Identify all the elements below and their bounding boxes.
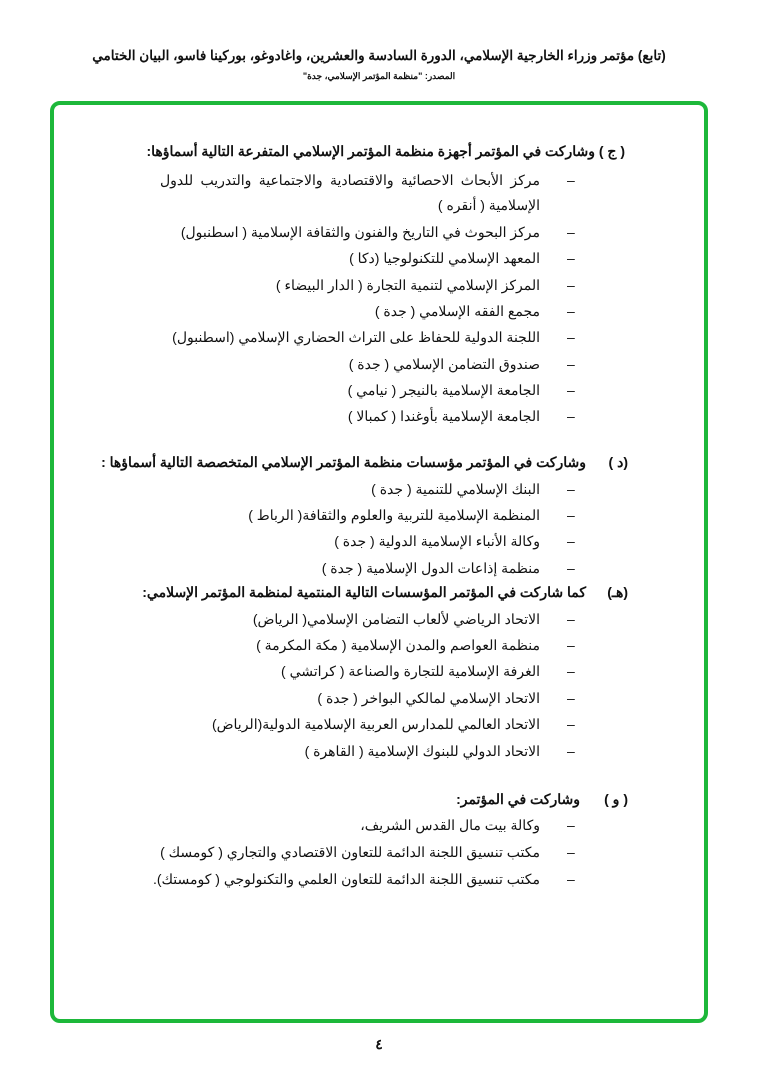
- section-label: (هـ): [607, 584, 628, 600]
- document-title: (تابع) مؤتمر وزراء الخارجية الإسلامي، الدورة السادسة والعشرين، واغادوغو، بوركينا فاسو، البيان الختامي: [92, 48, 666, 63]
- list-item: الاتحاد الدولي للبنوك الإسلامية ( القاهرة ): [304, 743, 540, 759]
- list-item: وكالة بيت مال القدس الشريف،: [360, 817, 540, 833]
- list-bullet-dash: –: [567, 172, 575, 188]
- list-bullet-dash: –: [567, 356, 575, 372]
- section-heading: كما شاركت في المؤتمر المؤسسات التالية المنتمية لمنظمة المؤتمر الإسلامي:: [142, 584, 586, 600]
- section-heading: وشاركت في المؤتمر:: [456, 791, 580, 807]
- list-bullet-dash: –: [567, 408, 575, 424]
- list-item: الجامعة الإسلامية بالنيجر ( نيامي ): [347, 382, 540, 398]
- list-item: الاتحاد العالمي للمدارس العربية الإسلامية الدولية(الرياض): [211, 716, 540, 732]
- list-bullet-dash: –: [567, 637, 575, 653]
- list-item: البنك الإسلامي للتنمية ( جدة ): [371, 481, 540, 497]
- list-bullet-dash: –: [567, 533, 575, 549]
- list-item: مجمع الفقه الإسلامي ( جدة ): [374, 303, 540, 319]
- list-bullet-dash: –: [567, 250, 575, 266]
- list-item: المعهد الإسلامي للتكنولوجيا (دكا ): [349, 250, 540, 266]
- list-item: الغرفة الإسلامية للتجارة والصناعة ( كراتشي ): [281, 663, 540, 679]
- list-item: الإسلامية ( أنقره ): [437, 197, 540, 213]
- section-heading: ( ج ) وشاركت في المؤتمر أجهزة منظمة المؤتمر الإسلامي المتفرعة التالية أسماؤها:: [146, 143, 625, 159]
- list-item: منظمة إذاعات الدول الإسلامية ( جدة ): [321, 560, 540, 576]
- list-bullet-dash: –: [567, 303, 575, 319]
- list-item: المركز الإسلامي لتنمية التجارة ( الدار البيضاء ): [275, 277, 540, 293]
- page-number: ٤: [375, 1036, 383, 1052]
- section-heading: وشاركت في المؤتمر مؤسسات منظمة المؤتمر الإسلامي المتخصصة التالية أسماؤها :: [101, 454, 586, 470]
- list-bullet-dash: –: [567, 871, 575, 887]
- list-bullet-dash: –: [567, 277, 575, 293]
- list-item: الاتحاد الإسلامي لمالكي البواخر ( جدة ): [317, 690, 540, 706]
- list-item: صندوق التضامن الإسلامي ( جدة ): [348, 356, 540, 372]
- list-bullet-dash: –: [567, 844, 575, 860]
- list-item: منظمة العواصم والمدن الإسلامية ( مكة المكرمة ): [256, 637, 540, 653]
- section-label: ( و ): [604, 791, 628, 807]
- list-bullet-dash: –: [567, 382, 575, 398]
- list-bullet-dash: –: [567, 716, 575, 732]
- list-bullet-dash: –: [567, 690, 575, 706]
- section-label: (د ): [608, 454, 628, 470]
- list-bullet-dash: –: [567, 743, 575, 759]
- list-bullet-dash: –: [567, 817, 575, 833]
- list-item: المنظمة الإسلامية للتربية والعلوم والثقافة( الرباط ): [248, 507, 540, 523]
- document-source: المصدر: "منظمة المؤتمر الإسلامي، جدة": [302, 71, 456, 81]
- list-bullet-dash: –: [567, 663, 575, 679]
- list-bullet-dash: –: [567, 481, 575, 497]
- list-item: الجامعة الإسلامية بأوغندا ( كمبالا ): [347, 408, 540, 424]
- list-item: مكتب تنسيق اللجنة الدائمة للتعاون الاقتصادي والتجاري ( كومسك ): [160, 844, 540, 860]
- list-bullet-dash: –: [567, 507, 575, 523]
- list-bullet-dash: –: [567, 329, 575, 345]
- list-item: الاتحاد الرياضي لألعاب التضامن الإسلامي( الرياض): [252, 611, 540, 627]
- list-item: وكالة الأنباء الإسلامية الدولية ( جدة ): [334, 533, 540, 549]
- list-item: اللجنة الدولية للحفاظ على التراث الحضاري الإسلامي (اسطنبول): [172, 329, 540, 345]
- list-bullet-dash: –: [567, 224, 575, 240]
- list-bullet-dash: –: [567, 611, 575, 627]
- list-item: مكتب تنسيق اللجنة الدائمة للتعاون العلمي والتكنولوجي ( كومستك).: [152, 871, 540, 887]
- list-bullet-dash: –: [567, 560, 575, 576]
- list-item: مركز الأبحاث الاحصائية والاقتصادية والاجتماعية والتدريب للدول: [160, 172, 540, 188]
- list-item: مركز البحوث في التاريخ والفنون والثقافة الإسلامية ( اسطنبول): [180, 224, 540, 240]
